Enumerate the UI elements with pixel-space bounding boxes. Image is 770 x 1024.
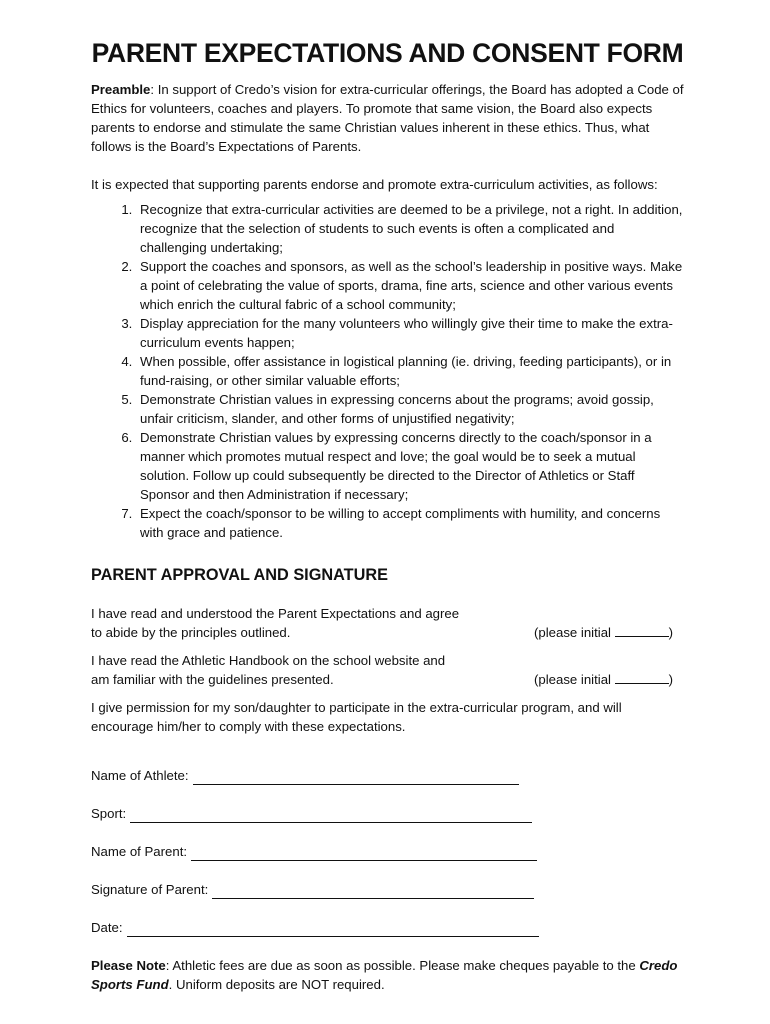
acknowledgement-text: I have read the Athletic Handbook on the school website and am familiar with the guidelines presented.	[91, 653, 446, 687]
fund-name: Credo Sports Fund	[91, 958, 678, 992]
sport-label: Sport:	[91, 806, 127, 821]
please-note	[91, 956, 684, 994]
expectations-intro: It is expected that supporting parents endorse and promote extra-curriculum activities, as follows:	[91, 177, 658, 192]
acknowledgement-handbook	[91, 651, 684, 689]
preamble-label: Preamble	[91, 82, 151, 97]
note-text: : Athletic fees are due as soon as possible. Please make cheques payable to the	[165, 958, 640, 973]
note-text-end: . Uniform deposits are NOT required.	[168, 977, 385, 992]
parent-signature-row	[91, 861, 684, 899]
acknowledgement-text: I have read and understood the Parent Expectations and agree to abide by the principles outlined.	[91, 606, 460, 640]
sport-row	[91, 785, 684, 823]
approval-heading: PARENT APPROVAL AND SIGNATURE	[91, 566, 388, 584]
sport-field[interactable]	[130, 809, 532, 823]
initial-box	[534, 670, 684, 689]
initial-field[interactable]	[615, 623, 669, 637]
athlete-name-label: Name of Athlete:	[91, 768, 189, 783]
initial-label: (please initial	[534, 625, 611, 640]
parent-signature-field[interactable]	[212, 885, 534, 899]
athlete-name-row	[91, 747, 684, 785]
date-label: Date:	[91, 920, 123, 935]
signature-fields	[91, 747, 684, 937]
note-label: Please Note	[91, 958, 166, 973]
initial-field[interactable]	[615, 670, 669, 684]
preamble-text: : In support of Credo’s vision for extra-curricular offerings, the Board has adopted a Code of Ethics for volunteers, coaches and players. To promote that same vision, the Board also expects parents to endorse and stimulate the same Christian values inherent in these ethics. Thus, what follows is the Board’s Expectations of Parents.	[91, 82, 684, 154]
parent-name-label: Name of Parent:	[91, 844, 188, 859]
initial-label: (please initial	[534, 672, 611, 687]
athlete-name-field[interactable]	[193, 771, 519, 785]
date-field[interactable]	[127, 923, 539, 937]
initial-close: )	[668, 625, 674, 640]
parent-signature-label: Signature of Parent:	[91, 882, 209, 897]
preamble-paragraph	[91, 80, 684, 156]
parent-name-row	[91, 823, 684, 861]
initial-box	[534, 623, 684, 642]
expectation-item: 7. Expect the coach/sponsor to be willing to accept compliments with humility, and concerns with grace and patience.	[136, 504, 684, 542]
page-title: PARENT EXPECTATIONS AND CONSENT FORM	[91, 38, 684, 68]
expectation-item: 3. Display appreciation for the many volunteers who willingly give their time to make the extra-curriculum events happen;	[136, 314, 684, 352]
expectation-item: 5. Demonstrate Christian values in expressing concerns about the programs; avoid gossip, unfair criticism, slander, and other forms of unjustified negativity;	[136, 390, 684, 428]
expectations-list	[91, 200, 684, 542]
permission-text: I give permission for my son/daughter to participate in the extra-curricular program, and will encourage him/her to comply with these expectations.	[91, 700, 622, 734]
acknowledgement-expectations	[91, 604, 684, 642]
expectation-item: 4. When possible, offer assistance in logistical planning (ie. driving, feeding participants), or in fund-raising, or other similar valuable efforts;	[136, 352, 684, 390]
expectation-item: 2. Support the coaches and sponsors, as well as the school’s leadership in positive ways. Make a point of celebrating the value of sports, drama, fine arts, science and other various events which enrich the cultural fabric of a school community;	[136, 257, 684, 314]
parent-name-field[interactable]	[191, 847, 537, 861]
date-row	[91, 899, 684, 937]
initial-close: )	[668, 672, 674, 687]
expectation-item: 1. Recognize that extra-curricular activities are deemed to be a privilege, not a right. In addition, recognize that the selection of students to such events is often a complicated and challenging undertaking;	[136, 200, 684, 257]
expectation-item: 6. Demonstrate Christian values by expressing concerns directly to the coach/sponsor in a manner which promotes mutual respect and love; the goal would be to seek a mutual solution. Follow up could subsequently be directed to the Director of Athletics or Staff Sponsor and then Administration if necessary;	[136, 428, 684, 504]
